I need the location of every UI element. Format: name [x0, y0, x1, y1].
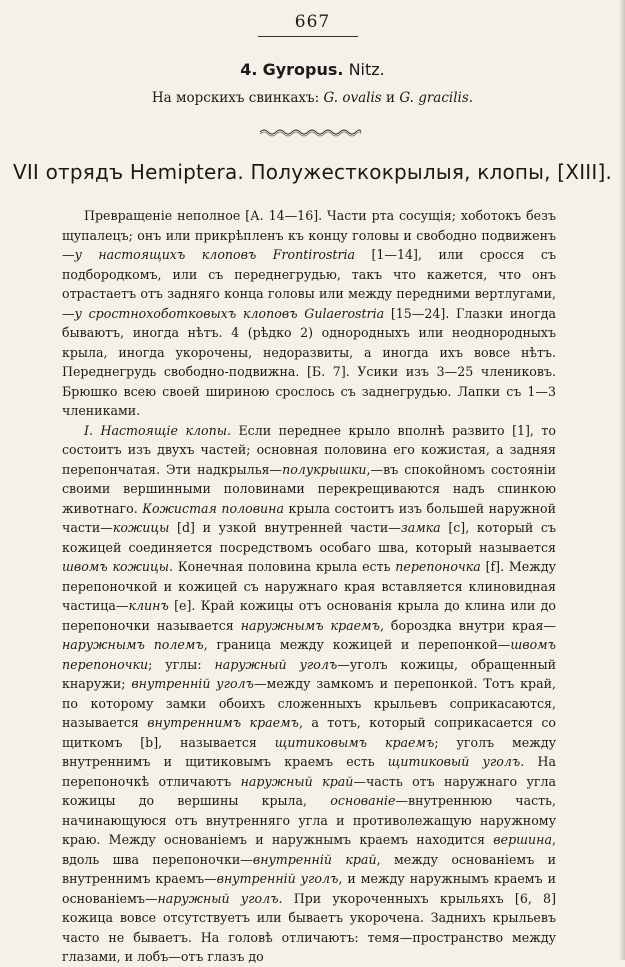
italic-term: полукрышки [282, 461, 367, 477]
host-line [0, 90, 625, 106]
genus-name: Gyropus. [262, 60, 344, 79]
italic-term: у сростнохоботковыхъ клоповъ Gulaerostria [74, 305, 385, 321]
italic-term: наружный уголъ [214, 656, 338, 672]
host-line-lead: На морскихъ свинкахъ: [151, 90, 324, 106]
text-run: ; уголъ между внутреннимъ и щитиковымъ краемъ есть [62, 734, 556, 769]
italic-term: швомъ кожицы [62, 559, 170, 574]
ornament-divider [258, 126, 363, 138]
text-run: , между основаніемъ и внутреннимъ краемъ— [62, 851, 556, 886]
text-run: [f]. Между перепоночкой и кожицей съ наружнаго края вставляется клиновидная частица— [62, 559, 556, 613]
italic-term: клинъ [128, 598, 169, 613]
italic-term: внутреннимъ краемъ [147, 715, 299, 730]
text-run: . На перепоночкѣ отличаютъ [62, 754, 556, 789]
species-name: G. ovalis [323, 90, 382, 106]
italic-term: внутренній уголъ [131, 676, 254, 691]
host-line-conjunction: и [381, 90, 400, 106]
italic-term: перепоночка [395, 559, 481, 574]
text-run: —между замкомъ и перепонкой. Тотъ край, по которому замки обоихъ сложенныхъ крыльевъ соприкасаются, называется [62, 676, 556, 730]
paragraph-order-description [62, 206, 556, 421]
italic-term: швомъ перепоночки [62, 637, 556, 672]
text-run: [c], который съ кожицей соединяется посредствомъ особаго шва, который называется [62, 520, 556, 555]
text-run: . Конечная половина крыла есть [169, 559, 396, 574]
text-run: [e]. Край кожицы отъ основанія крыла до клина или до перепоночки называется [62, 598, 556, 633]
species-name: G. gracilis [399, 90, 469, 106]
text-run: ; углы: [148, 656, 215, 672]
italic-term: кожицы [112, 520, 170, 535]
text-run: крыла состоитъ изъ большей наружной части— [62, 500, 556, 535]
genus-author: Nitz. [348, 60, 385, 79]
text-run: [d] и узкой внутренней части— [169, 520, 401, 535]
text-run: , а тотъ, который соприкасается со щиткомъ [b], называется [62, 715, 556, 750]
text-run: —уголъ кожицы, обращенный кнаружи; [62, 656, 556, 691]
italic-term: наружнымъ краемъ [240, 617, 380, 633]
italic-term: наружный уголъ [157, 890, 279, 906]
genus-number: 4. [240, 60, 258, 79]
header-rule [258, 36, 358, 37]
text-run: , вдоль шва перепоночки— [62, 832, 556, 867]
italic-term: внутренній уголъ [216, 871, 339, 886]
body-text [62, 206, 556, 967]
italic-term: вершина [493, 832, 552, 847]
italic-term: у настоящихъ клоповъ Frontirostria [74, 247, 356, 262]
text-run: [15—24]. Глазки иногда бываютъ, иногда нѣтъ. 4 (рѣдко 2) однородныхъ или неоднородныхъ крыла, иногда укорочены, недоразвиты, а иногда ихъ вовсе нѣтъ. Переднегрудь свободно-подвижна. [Б. 7]. Усики изъ 3—25 члениковъ. Брюшко всею своей шириною срослось съ заднегрудью. Лапки съ 1—3 члениками. [62, 305, 556, 418]
italic-term: наружнымъ полемъ [62, 637, 204, 652]
italic-term: щитиковый уголъ [387, 754, 521, 769]
text-run: , граница между кожицей и перепонкой— [203, 637, 511, 652]
text-run: [1—14], или сросся съ подбородкомъ, или съ переднегрудью, такъ что кажется, что онъ отрастаетъ отъ задняго конца головы или между передними вертлугами,— [62, 247, 556, 321]
italic-term: щитиковымъ краемъ [274, 734, 435, 750]
italic-term: основаніе [330, 793, 396, 808]
page-number: 667 [294, 12, 331, 32]
italic-term: I. Настоящіе клопы. [84, 422, 231, 438]
genus-heading [0, 60, 625, 79]
paragraph-true-bugs [62, 421, 556, 967]
italic-term: наружный край [240, 773, 354, 789]
text-run: , бороздка внутри края— [379, 617, 556, 633]
text-run: Превращеніе неполное [А. 14—16]. Части рта сосущія; хоботокъ безъ щупалецъ; онъ или прикрѣпленъ къ концу головы и свободно подвиженъ— [62, 208, 556, 262]
text-run: . При укороченныхъ крыльяхъ [6, 8] кожица вовсе отсутствуетъ или бываетъ укорочена. Заднихъ крыльевъ часто не бываетъ. На головѣ отличаютъ: темя—пространство между глазами, и лобъ—отъ глазъ до [62, 890, 556, 964]
text-run: Если переднее крыло вполнѣ развито [1], то состоитъ изъ двухъ частей; основная половина его кожистая, а задняя перепончатая. Эти надкрылья— [62, 422, 556, 477]
italic-term: внутренній край [252, 851, 377, 867]
italic-term: замка [400, 520, 441, 535]
host-line-end: . [468, 90, 474, 106]
italic-term: Кожистая половина [142, 500, 284, 516]
text-run: ,—въ спокойномъ состояніи своими вершинными половинами перекрещиваются надъ спинкою животнаго. [62, 461, 556, 516]
scan-edge-shadow [619, 0, 625, 960]
text-run: —часть отъ наружнаго угла кожицы до вершины крыла, [62, 773, 556, 808]
text-run: —внутреннюю часть, начинающуюся отъ внутренняго угла и противолежащую наружному краю. Между основаніемъ и наружнымъ краемъ находится [62, 793, 556, 847]
order-heading: VII отрядъ Hemiptera. Полужесткокрылыя, клопы, [XIII]. [12, 160, 613, 184]
text-run: , и между наружнымъ краемъ и основаніемъ— [62, 871, 556, 906]
